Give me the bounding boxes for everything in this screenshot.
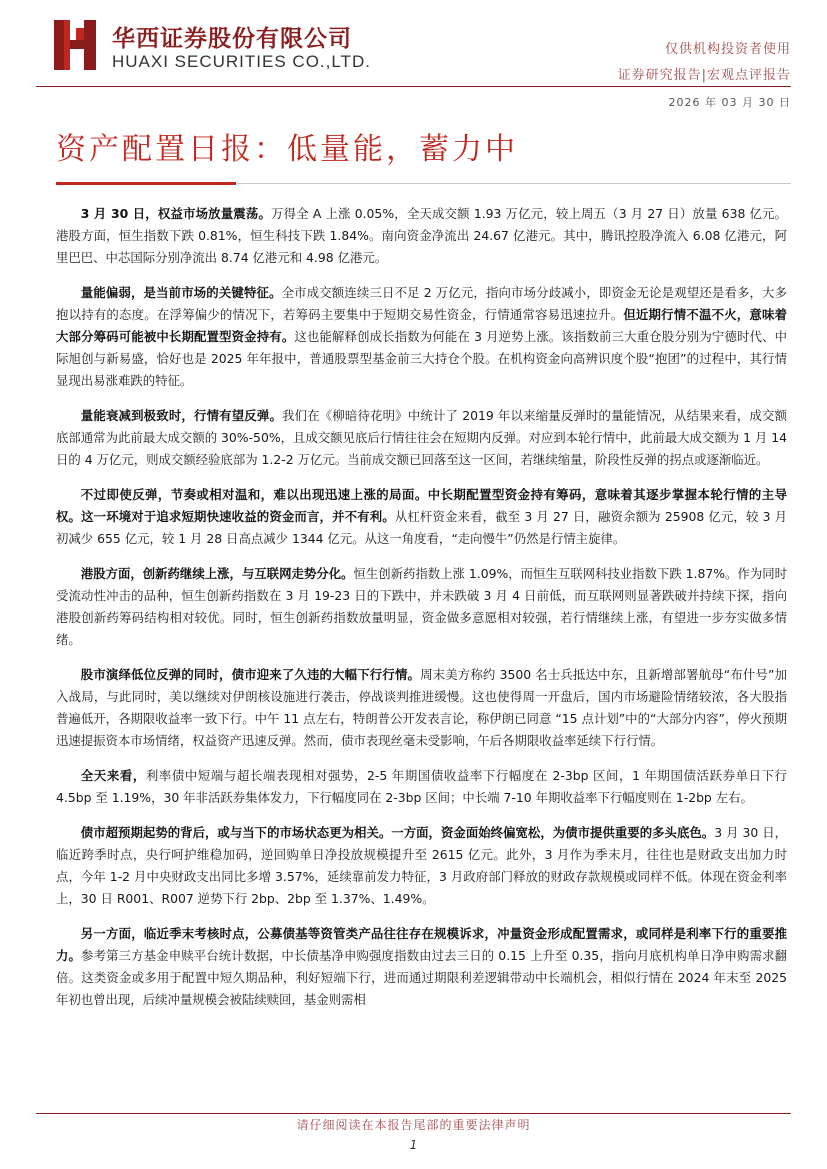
title-underline-accent	[56, 182, 236, 185]
paragraph-text: 万得全 A 上涨 0.05%，全天成交额 1.93 万亿元，较上周五（3 月 27 日）放量 638 亿元。港股方面，恒生指数下跌 0.81%，恒生科技下跌 1.84%。南向资金净流出 24.67 亿港元。其中，腾讯控股净流入 6.08 亿港元，阿里巴巴、中芯国际分别净流出 8.74 亿港元和 4.98 亿港元。	[56, 206, 787, 265]
legal-notice: 请仔细阅读在本报告尾部的重要法律声明	[296, 1118, 531, 1132]
paragraph-text: 这也能解释创成长指数为何能在 3 月逆势上涨。该指数前三大重仓股分别为宁德时代、中际旭创与新易盛，恰好也是 2025 年年报中，普通股票型基金前三大持仓个股。在机构资金向高辨识度个股“抱团”的过程中，其行情显现出易涨难跌的特征。	[56, 329, 788, 388]
paragraph-text: 从杠杆资金来看，截至 3 月 27 日，融资余额为 25908 亿元，较 3 月初减少 655 亿元，较 1 月 28 日高点减少 1344 亿元。从这一角度看，“走向慢牛”仍然是行情主旋律。	[56, 509, 787, 546]
paragraph	[56, 405, 787, 471]
paragraph-text: 3 月 30 日，临近跨季时点，央行呵护维稳加码，逆回购单日净投放规模提升至 2615 亿元。此外，3 月作为季末月，往往也是财政支出加力时点，今年 1-2 月中央财政支出同比多增 3.57%，延续靠前发力特征，3 月政府部门释放的财政存款规模或同样不低。体现在资金利率上，30 日 R001、R007 逆势下行 2bp、2bp 至 1.37%、1.49%。	[56, 825, 788, 906]
huaxi-logo-icon	[54, 20, 96, 70]
page-number: 1	[409, 1138, 418, 1152]
title-underline	[236, 183, 791, 184]
paragraph-lead: 债市超预期起势的背后，或与当下的市场状态更为相关。一方面，资金面始终偏宽松，为债市提供重要的多头底色。	[80, 825, 715, 840]
report-date: 2026 年 03 月 30 日	[668, 96, 791, 109]
paragraph-text: 周末美方称约 3500 名士兵抵达中东，且新增部署航母“布什号”加入战局，与此同时，美以继续对伊朗核设施进行袭击，停战谈判推进缓慢。这也使得周一开盘后，国内市场避险情绪较浓，各大股指普遍低开，各期限收益率一致下行。中午 11 点左右，特朗普公开发表言论，称伊朗已同意 “15 点计划”中的“大部分内容”，停火预期迅速提振资本市场情绪，权益资产迅速反弹。然而，债市表现丝毫未受影响，午后各期限收益率延续下行行情。	[56, 667, 788, 748]
paragraph-lead: 另一方面，临近季末考核时点，公募债基等资管类产品往往存在规模诉求，冲量资金形成配置需求，或同样是利率下行的重要推力。	[56, 926, 787, 963]
paragraph	[56, 923, 787, 1011]
paragraph	[56, 484, 787, 550]
paragraph-text: 我们在《柳暗待花明》中统计了 2019 年以来缩量反弹时的量能情况，从结果来看，成交额底部通常为此前最大成交额的 30%-50%，且成交额见底后行情往往会在短期内反弹。对应到本轮行情中，此前最大成交额为 1 月 14 日的 4 万亿元，则成交额经验底部为 1.2-2 万亿元。当前成交额已回落至这一区间，若继续缩量，阶段性反弹的拐点或逐渐临近。	[56, 408, 788, 467]
paragraph	[56, 765, 787, 809]
paragraph-text: 恒生创新药指数上涨 1.09%，而恒生互联网科技业指数下跌 1.87%。作为同时受流动性冲击的品种，恒生创新药指数在 3 月 19-23 日的下跌中，并未跌破 3 月 4 日前低，而互联网则显著跌破并持续下探，指向港股创新药筹码结构相对较优。同时，恒生创新药指数放量明显，资金做多意愿相对较强，若行情继续上涨，有望进一步夯实做多情绪。	[56, 566, 787, 647]
paragraph-lead: 量能偏弱，是当前市场的关键特征。	[80, 285, 282, 300]
paragraph-lead: 股市演绎低位反弹的同时，债市迎来了久违的大幅下行行情。	[80, 667, 421, 682]
report-body	[56, 203, 787, 1024]
paragraph-text: 全市成交额连续三日不足 2 万亿元，指向市场分歧减小，即资金无论是观望还是看多，大多抱以持有的态度。在浮筹偏少的情况下，若筹码主要集中于短期交易性资金，行情通常容易迅速拉升。	[56, 285, 787, 322]
header-divider	[36, 86, 791, 87]
paragraph	[56, 203, 787, 269]
paragraph-lead: 3 月 30 日，权益市场放量震荡。	[80, 206, 272, 221]
paragraph	[56, 822, 787, 910]
audience-notice: 仅供机构投资者使用	[664, 42, 791, 57]
paragraph-lead: 但近期行情不温不火，意味着大部分筹码可能被中长期配置型资金持有。	[56, 307, 788, 344]
paragraph	[56, 282, 787, 392]
paragraph	[56, 664, 787, 752]
paragraph	[56, 563, 787, 651]
report-type: 证券研究报告|宏观点评报告	[617, 68, 791, 83]
paragraph-lead: 全天来看，	[80, 768, 146, 783]
brand-name-chinese: 华西证券股份有限公司	[112, 26, 352, 52]
brand-name-english: HUAXI SECURITIES CO.,LTD.	[112, 52, 371, 71]
footer-divider	[36, 1113, 791, 1114]
paragraph-text: 参考第三方基金申赎平台统计数据，中长债基净申购强度指数由过去三日的 0.15 上升至 0.35，指向月底机构单日净申购需求翻倍。这类资金或多用于配置中短久期品种，利好短端下行，进而通过期限利差逻辑带动中长端机会，相似行情在 2024 年末至 2025 年初也曾出现，后续冲量规模会被陆续赎回，基金则需相	[56, 948, 787, 1007]
paragraph-lead: 量能衰减到极致时，行情有望反弹。	[80, 408, 283, 423]
paragraph-lead: 不过即使反弹，节奏或相对温和，难以出现迅速上涨的局面。中长期配置型资金持有筹码，意味着其逐步掌握本轮行情的主导权。这一环境对于追求短期快速收益的资金而言，并不有利。	[56, 487, 787, 524]
paragraph-lead: 港股方面，创新药继续上涨，与互联网走势分化。	[80, 566, 354, 581]
paragraph-text: 利率债中短端与超长端表现相对强势，2-5 年期国债收益率下行幅度在 2-3bp 区间，1 年期国债活跃券单日下行 4.5bp 至 1.19%，30 年非活跃券集体发力，下行幅度同在 2-3bp 区间；中长端 7-10 年期收益率下行幅度则在 1-2bp 左右。	[56, 768, 788, 805]
page-title: 资产配置日报：低量能，蓄力中	[56, 132, 518, 167]
